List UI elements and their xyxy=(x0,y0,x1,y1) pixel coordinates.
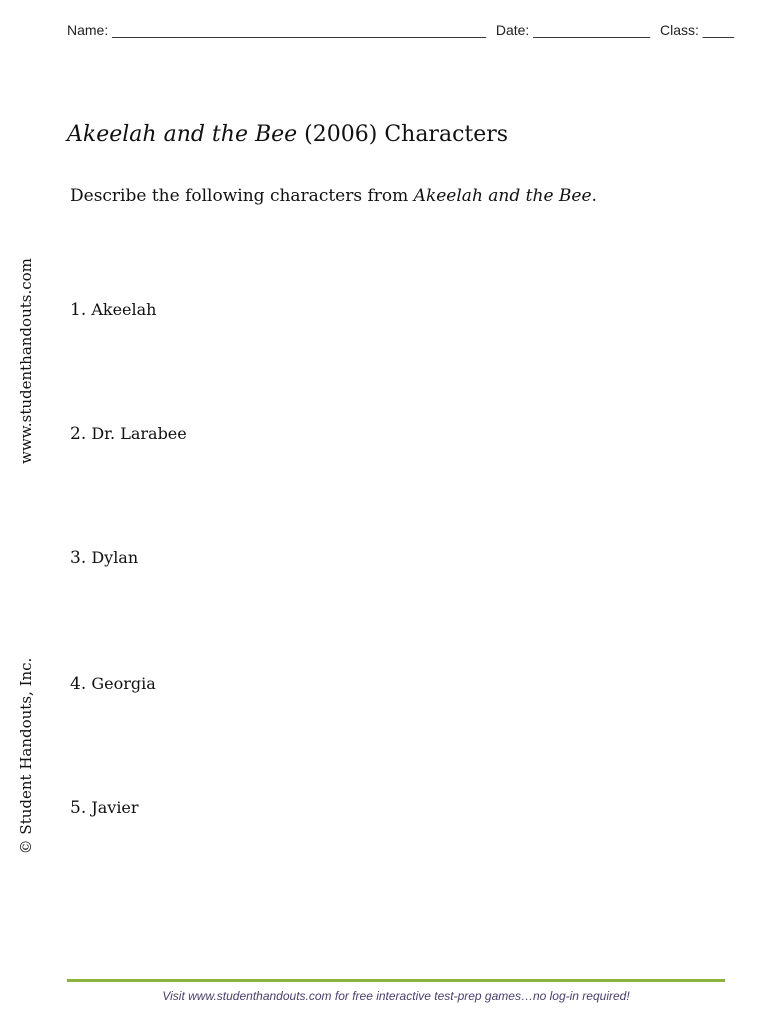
side-copyright: © Student Handouts, Inc. xyxy=(17,657,35,855)
page-title-italic: Akeelah and the Bee xyxy=(67,122,298,147)
list-item xyxy=(70,424,187,444)
item-name: Dr. Larabee xyxy=(86,424,187,443)
list-item xyxy=(70,674,156,694)
item-name: Dylan xyxy=(86,548,139,567)
page-title-rest: (2006) Characters xyxy=(297,122,509,147)
item-name: Akeelah xyxy=(86,300,157,319)
date-field-label: Date: _______________ xyxy=(495,22,651,38)
instructions-prefix: Describe the following characters from xyxy=(70,186,414,206)
side-website: www.studenthandouts.com xyxy=(17,258,35,464)
page-title xyxy=(67,122,508,147)
instructions-suffix: . xyxy=(591,186,597,206)
item-number: 4. xyxy=(70,674,87,694)
item-number: 5. xyxy=(70,798,87,818)
class-field-label: Class: ____ xyxy=(660,22,734,38)
item-number: 1. xyxy=(70,300,87,320)
name-field-label: Name: ________________________________________________ xyxy=(67,22,486,38)
footer-divider xyxy=(67,979,725,982)
header-fields xyxy=(67,22,734,38)
item-number: 2. xyxy=(70,424,87,444)
list-item xyxy=(70,300,156,320)
item-name: Georgia xyxy=(86,674,156,693)
footer-note: Visit www.studenthandouts.com for free interactive test-prep games…no log-in required! xyxy=(162,989,630,1003)
instructions-italic: Akeelah and the Bee xyxy=(413,186,592,206)
instructions xyxy=(70,186,597,206)
item-number: 3. xyxy=(70,548,87,568)
list-item xyxy=(70,548,138,568)
item-name: Javier xyxy=(86,798,139,817)
list-item xyxy=(70,798,139,818)
